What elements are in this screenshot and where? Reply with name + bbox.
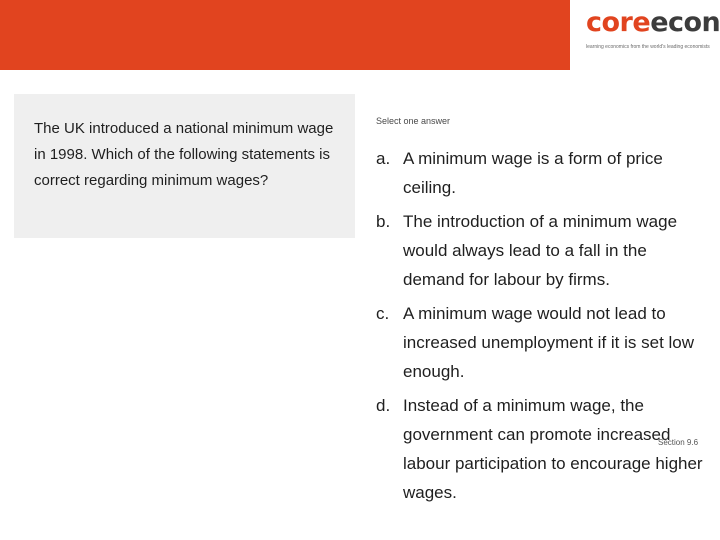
answer-option-c[interactable] [376, 299, 711, 386]
answer-letter: c. [376, 304, 390, 323]
logo-core-text: core [586, 7, 651, 38]
answer-list [376, 144, 711, 512]
section-reference: Section 9.6 [658, 438, 699, 447]
answer-option-b[interactable] [376, 207, 711, 294]
core-econ-logo [570, 0, 720, 70]
question-panel [14, 94, 355, 238]
answer-letter: d. [376, 396, 391, 415]
logo-wordmark [586, 9, 720, 36]
logo-tagline: learning economics from the world's leading economists [586, 44, 710, 50]
select-one-answer-label: Select one answer [376, 116, 451, 126]
answer-option-d[interactable] [376, 391, 711, 507]
answer-option-a[interactable] [376, 144, 711, 202]
answer-text: Instead of a minimum wage, the government can promote increased labour participation to encourage higher wages. [403, 396, 703, 502]
logo-econ-text: econ [650, 7, 720, 38]
answer-letter: a. [376, 149, 391, 168]
answer-text: The introduction of a minimum wage would always lead to a fall in the demand for labour by firms. [403, 212, 678, 289]
answer-letter: b. [376, 212, 391, 231]
answer-text: A minimum wage is a form of price ceiling. [403, 149, 663, 197]
answer-text: A minimum wage would not lead to increased unemployment if it is set low enough. [403, 304, 695, 381]
question-text: The UK introduced a national minimum wage in 1998. Which of the following statements is correct regarding minimum wages? [34, 120, 334, 189]
